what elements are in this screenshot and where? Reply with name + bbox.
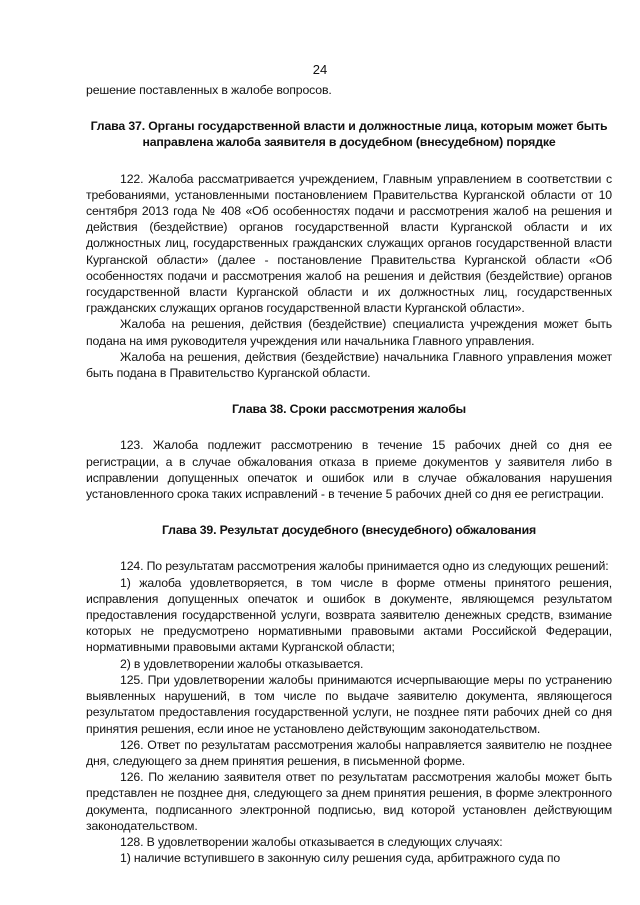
page-number: 24 [312, 62, 328, 77]
list-item-124-2: 2) в удовлетворении жалобы отказывается. [120, 656, 364, 671]
paragraph-complaint-head: Жалоба на решения, действия (бездействие) начальника Главного управления может быть подана в Правительство Курганской области. [86, 349, 612, 381]
page-content [86, 82, 612, 866]
paragraph-126: 126. Ответ по результатам рассмотрения жалобы направляется заявителю не позднее дня, следующего за днем принятия решения, в письменной форме. [86, 737, 612, 768]
paragraph-124: 124. По результатам рассмотрения жалобы принимается одно из следующих решений: [120, 559, 609, 574]
chapter-39-heading: Глава 39. Результат досудебного (внесудебного) обжалования [161, 523, 537, 538]
paragraph-complaint-specialist: Жалоба на решения, действия (бездействие) специалиста учреждения может быть подана на имя руководителя учреждения или начальника Главного управления. [86, 317, 612, 348]
chapter-37-heading: Глава 37. Органы государственной власти и должностные лица, которым может быть направлена жалоба заявителя в досудебном (внесудебном) порядке [90, 119, 608, 150]
paragraph-126-electronic: 126. По желанию заявителя ответ по результатам рассмотрения жалобы может быть представлен не позднее дня, следующего за днем принятия решения, в форме электронного документа, подписанного электронной подписью, вид которой установлен действующим законодательством. [86, 770, 612, 833]
paragraph-125: 125. При удовлетворении жалобы принимаются исчерпывающие меры по устранению выявленных нарушений, в том числе по выдаче заявителю документа, являющегося результатом предоставления государственной услуги, не позднее пяти рабочих дней со дня принятия решения, если иное не установлено действующим законодательством. [86, 672, 612, 736]
chapter-38-heading: Глава 38. Сроки рассмотрения жалобы [231, 402, 467, 417]
list-item-124-1: 1) жалоба удовлетворяется, в том числе в форме отмены принятого решения, исправления допущенных опечаток и ошибок в документе, являющемся результатом предоставления государственной услуги, возврата заявителю денежных средств, взимание которых не предусмотрено нормативными правовыми актами Российской Федерации, нормативными правовыми актами Курганской области; [86, 575, 612, 655]
paragraph-122: 122. Жалоба рассматривается учреждением, Главным управлением в соответствии с требованиями, установленными постановлением Правительства Курганской области от 10 сентября 2013 года № 408 «Об особенностях подачи и рассмотрения жалоб на решения и действия (бездействие) органов государственной власти Курганской области и их должностных лиц, государственных гражданских служащих органов государственной власти Курганской области» (далее - постановление Правительства Курганской области «Об особенностях подачи и рассмотрения жалоб на решения и действия (бездействие) органов государственной власти Курганской области и их должностных лиц, государственных гражданских служащих органов государственной власти Курганской области». [86, 171, 612, 316]
paragraph-128: 128. В удовлетворении жалобы отказывается в следующих случаях: [120, 834, 503, 849]
paragraph-continuation: решение поставленных в жалобе вопросов. [86, 83, 332, 97]
paragraph-123: 123. Жалоба подлежит рассмотрению в течение 15 рабочих дней со дня ее регистрации, а в случае обжалования отказа в приеме документов у заявителя либо в исправлении допущенных опечаток и ошибок или в случае обжалования нарушения установленного срока таких исправлений - в течение 5 рабочих дней со дня ее регистрации. [86, 438, 612, 502]
list-item-128-1: 1) наличие вступившего в законную силу решения суда, арбитражного суда по [120, 851, 561, 866]
